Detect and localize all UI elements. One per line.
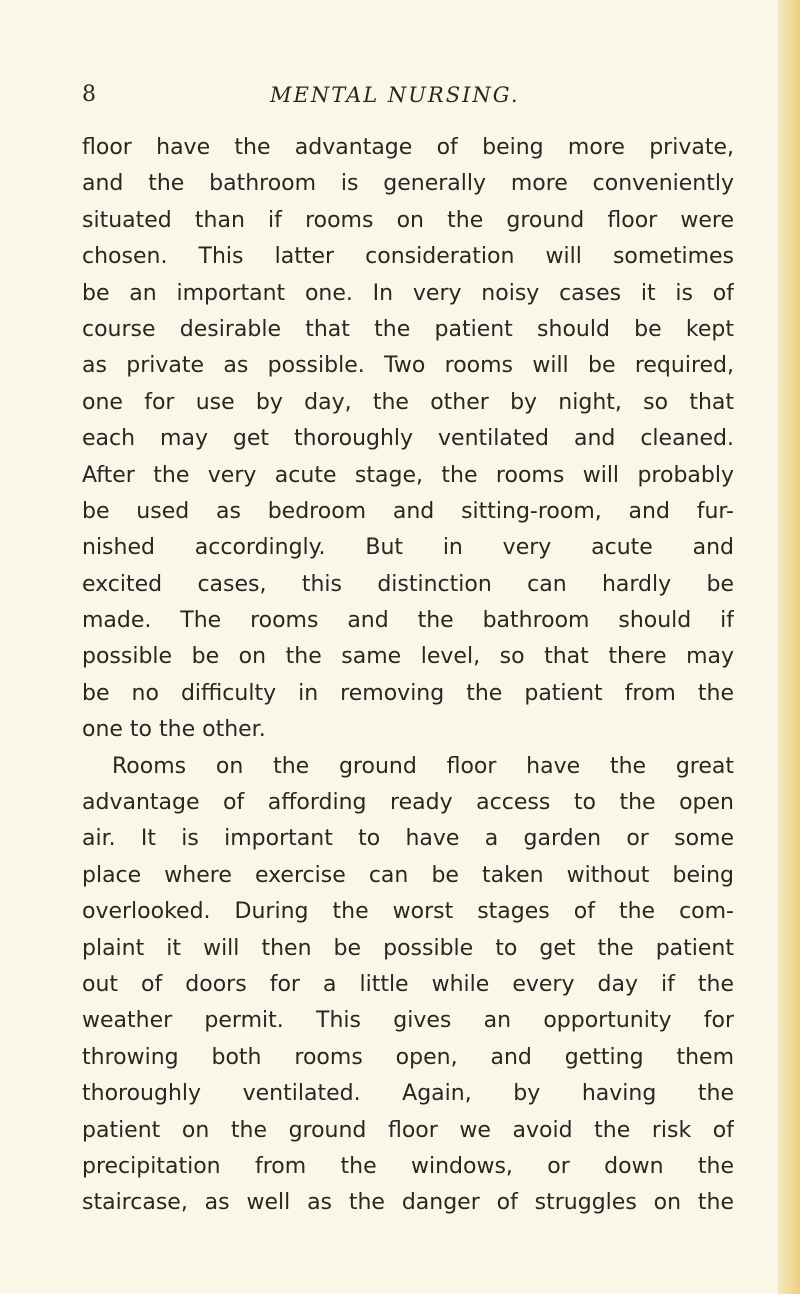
text-line: patient on the ground floor we avoid the risk of xyxy=(82,1117,734,1143)
paragraph-first-line: Rooms on the ground floor have the great xyxy=(112,753,734,779)
text-line: thoroughly ventilated. Again, by having the xyxy=(82,1081,734,1107)
text-line: situated than if rooms on the ground floor were xyxy=(82,207,734,233)
text-line: be used as bedroom and sitting-room, and fur- xyxy=(82,498,734,524)
text-line: chosen. This latter consideration will sometimes xyxy=(82,244,734,270)
text-line: precipitation from the windows, or down the xyxy=(82,1153,734,1179)
page-number: 8 xyxy=(82,82,97,107)
text-line: After the very acute stage, the rooms will probably xyxy=(82,462,734,488)
text-line: one to the other. xyxy=(82,717,266,743)
text-line: as private as possible. Two rooms will be required, xyxy=(82,353,734,379)
text-line: possible be on the same level, so that there may xyxy=(82,644,734,670)
text-line: made. The rooms and the bathroom should if xyxy=(82,608,734,634)
text-line: be an important one. In very noisy cases it is of xyxy=(82,280,734,306)
text-line: each may get thoroughly ventilated and cleaned. xyxy=(82,426,734,452)
text-line: out of doors for a little while every day if the xyxy=(82,971,734,997)
text-line: overlooked. During the worst stages of the com- xyxy=(82,899,734,925)
text-line: air. It is important to have a garden or some xyxy=(82,826,734,852)
text-line: place where exercise can be taken without being xyxy=(82,862,734,888)
text-line: nished accordingly. But in very acute and xyxy=(82,535,734,561)
running-title: MENTAL NURSING. xyxy=(270,83,520,107)
page-edge xyxy=(778,0,800,1294)
text-line: advantage of affording ready access to the open xyxy=(82,790,734,816)
body-text xyxy=(82,130,734,1222)
text-line: one for use by day, the other by night, so that xyxy=(82,389,734,415)
text-line: staircase, as well as the danger of struggles on the xyxy=(82,1190,734,1216)
text-line: excited cases, this distinction can hardly be xyxy=(82,571,734,597)
text-line: course desirable that the patient should be kept xyxy=(82,316,734,342)
text-line: throwing both rooms open, and getting them xyxy=(82,1044,734,1070)
text-line: weather permit. This gives an opportunity for xyxy=(82,1008,734,1034)
text-line: be no difficulty in removing the patient from the xyxy=(82,680,734,706)
text-line: floor have the advantage of being more private, xyxy=(82,135,734,160)
text-line: plaint it will then be possible to get the patient xyxy=(82,935,734,961)
text-line: and the bathroom is generally more conveniently xyxy=(82,171,734,197)
